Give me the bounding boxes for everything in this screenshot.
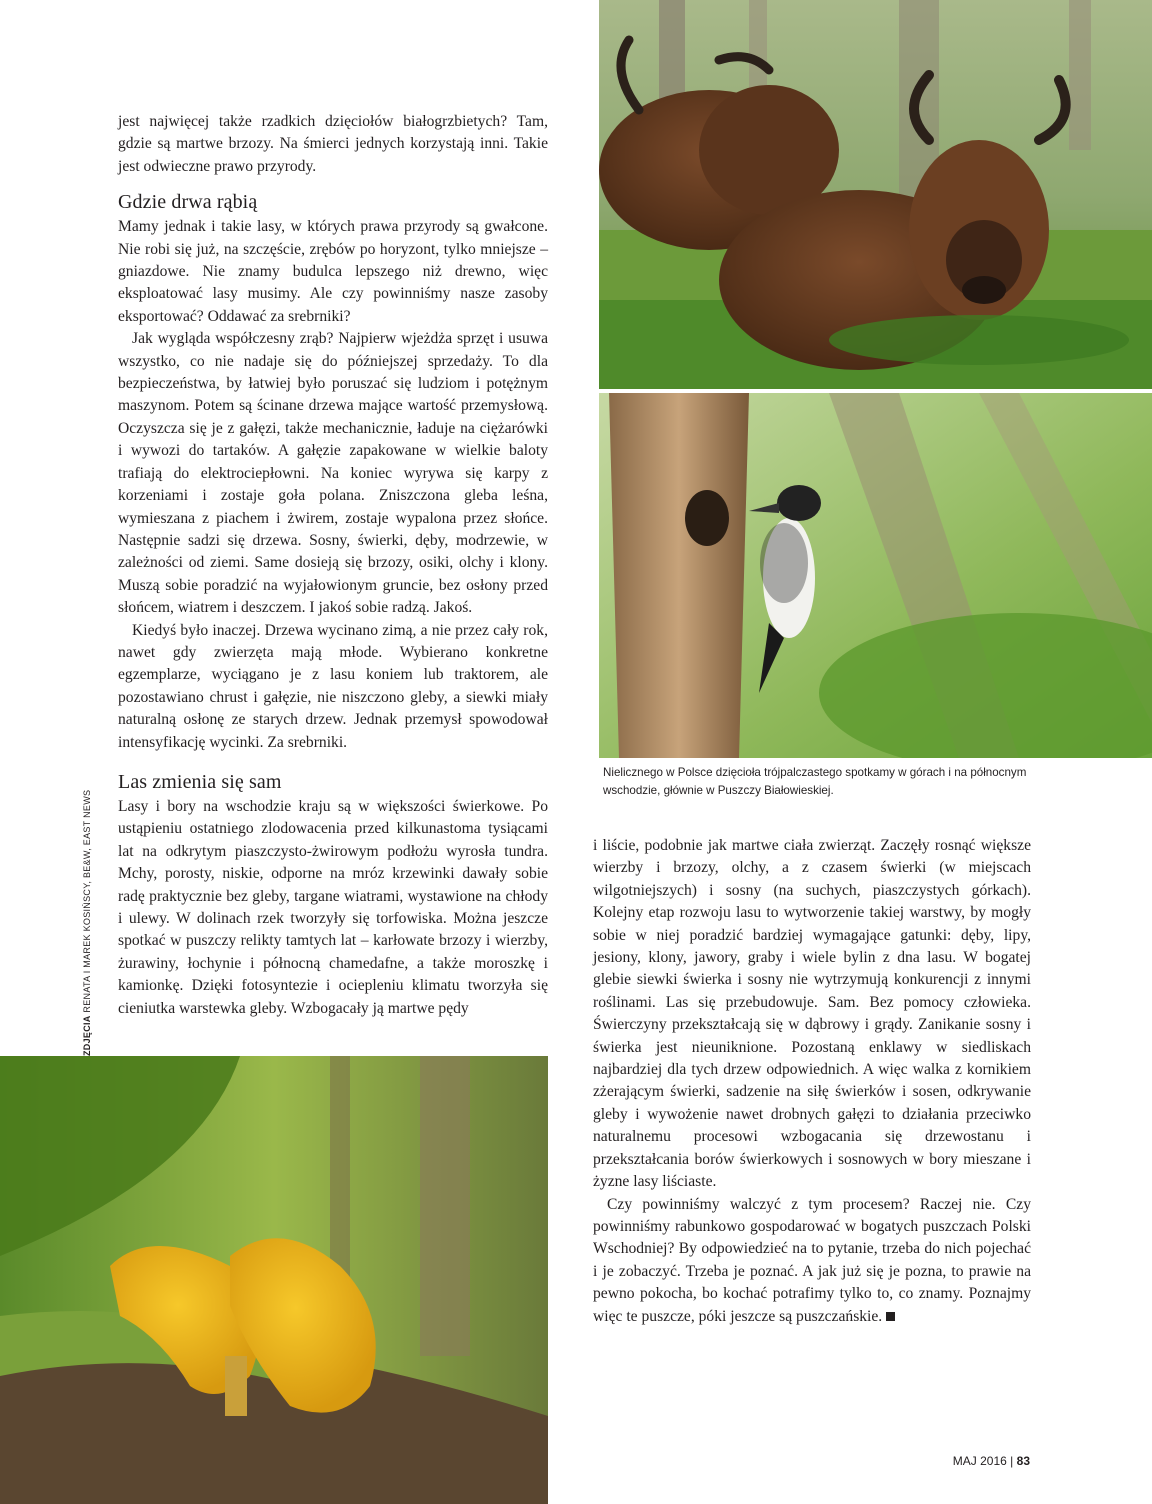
final-paragraph-text: Czy powinniśmy walczyć z tym procesem? Raczej nie. Czy powinniśmy rabunkowo gospodarować w bogatych puszczach Polski Wschodniej? By odpowiedzieć na to pytanie, trzeba do nich pojechać i je zobaczyć. Trzeba je poznać. A jak już się je pozna, to prawie na pewno pokocha, bo kochać potrafimy tylko to, co znamy. Poznajmy więc te puszcze, póki jeszcze są puszczańskie.	[593, 1195, 1031, 1325]
left-text-column	[118, 111, 548, 1020]
photo-credit	[82, 790, 92, 1056]
intro-paragraph: jest najwięcej także rzadkich dzięciołów białogrzbietych? Tam, gdzie są martwe brzozy. Na śmierci jednych korzystają inni. Takie jest odwieczne prawo przyrody.	[118, 113, 548, 175]
right-text-column	[593, 835, 1031, 1328]
paragraph: Jak wygląda współczesny zrąb? Najpierw wjeżdża sprzęt i usuwa wszystko, co nie nadaje się do późniejszej sprzedaży. To dla bezpieczeństwa, by łatwiej było poruszać się ludziom i potężnym maszynom. Potem są ścinane drzewa mające wartość przemysłową. Oczyszcza się je z gałęzi, także mechanicznie, ładuje na ciężarówki i wywozi do tartaków. A gałęzie zapakowane w wielkie baloty trafiają do elektrociepłowni. Na koniec wyrywa się karpy z korzeniami i zostaje goła polana. Zniszczona gleba leśna, wymieszana z piachem i żwirem, zostaje wypalona przez słońce. Następnie sadzi się drzewa. Sosny, świerki, dęby, modrzewie, w zależności od ziemi. Same dosieją się brzozy, osiki, olchy i klony. Muszą sobie poradzić na wyjałowionym gruncie, bez osłony przed słońcem, wiatrem i deszczem. I jakoś sobie radzą. Jakoś.	[118, 330, 548, 617]
mushroom-illustration	[0, 1056, 548, 1504]
final-paragraph	[593, 1194, 1031, 1328]
bison-photo	[599, 0, 1152, 389]
mushroom-photo	[0, 1056, 548, 1504]
paragraph: Lasy i bory na wschodzie kraju są w większości świerkowe. Po ustąpieniu ostatniego zlodowacenia przed kilkunastoma tysiącami lat na odkrytym piaszczysto-żwirowym podłożu wyrosła tundra. Mchy, porosty, niskie, odporne na mróz krzewinki dawały sobie radę praktycznie bez gleby, targane wiatrami, wystawione na chłody i ulewy. W dolinach rzek tworzyły się torfowiska. Można jeszcze spotkać w puszczy relikty tamtych lat – karłowate brzozy i wierzby, żurawiny, łochynie i północną chamedafne, a także moroszkę i kamionkę. Dzięki fotosyntezie i ociepleniu klimatu tworzyła się cieniutka warstewka gleby. Wzbogacały ją martwe pędy	[118, 797, 548, 1017]
paragraph: i liście, podobnie jak martwe ciała zwierząt. Zaczęły rosnąć większe wierzby i brzozy, olchy, a z czasem świerki (w miejscach wilgotniejszych) i sosny (na suchych, piaszczystych górkach). Kolejny etap rozwoju lasu to wytworzenie takiej warstwy, by mogły sobie w niej poradzić bardziej wymagające gatunki: dęby, lipy, jesiony, klony, jawory, graby i wiele bylin z dna lasu. W bogatej glebie siewki świerka i sosny nie wytrzymują konkurencji z innymi roślinami. Las się przebudowuje. Sam. Bez pomocy człowieka. Świerczyny przekształcają się w dąbrowy i grądy. Zanikanie sosny i świerka jest nieuniknione. Pozostaną enklawy w siedliskach najbardziej dla tych drzew odpowiednich. A więc walka z kornikiem zżerającym świerki, sadzenie na siłę świerków i sosen, odkrywanie gleby i wywożenie nawet drobnych gałęzi to działania przeciwko naturalnemu procesowi wzbogacania się drzewostanu i przekształcania borów świerkowych i sosnowych w bory mieszane i żyzne lasy liściaste.	[593, 837, 1031, 1191]
credit-label: ZDJĘCIA	[82, 1015, 92, 1056]
page-number: 83	[1016, 1454, 1030, 1468]
bison-illustration	[599, 0, 1152, 389]
woodpecker-illustration	[599, 393, 1152, 758]
folio-separator: |	[1010, 1454, 1014, 1468]
photo-caption: Nielicznego w Polsce dzięcioła trójpalczastego spotkamy w górach i na północnym wschodzie, głównie w Puszczy Białowieskiej.	[603, 766, 1027, 797]
credit-names: RENATA I MAREK KOSIŃSCY, BE&W, EAST NEWS	[82, 789, 92, 1013]
end-of-article-mark	[886, 1312, 895, 1321]
paragraph: Kiedyś było inaczej. Drzewa wycinano zimą, a nie przez cały rok, nawet gdy zwierzęta mają młode. Wybierano konkretne egzemplarze, wyciągano je z lasu koniem lub traktorem, ale pozostawiano chrust i gałęzie, nie niszczono gleby, a siewki miały naturalną osłonę ze starych drzew. Jednak przemysł spowodował intensyfikację wycinki. Za srebrniki.	[118, 621, 548, 751]
paragraph: Mamy jednak i takie lasy, w których prawa przyrody są gwałcone. Nie robi się już, na szczęście, zrębów po horyzont, tylko mniejsze – gniazdowe. Nie znamy budulca lepszego niż drewno, więc eksploatować lasy musimy. Ale czy powinniśmy nasze zasoby eksportować? Oddawać za srebrniki?	[118, 218, 548, 325]
section-heading-las-zmienia-sie-sam: Las zmienia się sam	[118, 770, 282, 793]
issue-date: MAJ 2016	[952, 1454, 1007, 1468]
page-folio	[953, 1454, 1030, 1468]
section-heading-gdzie-drwa-rabia: Gdzie drwa rąbią	[118, 191, 258, 214]
woodpecker-photo	[599, 393, 1152, 758]
